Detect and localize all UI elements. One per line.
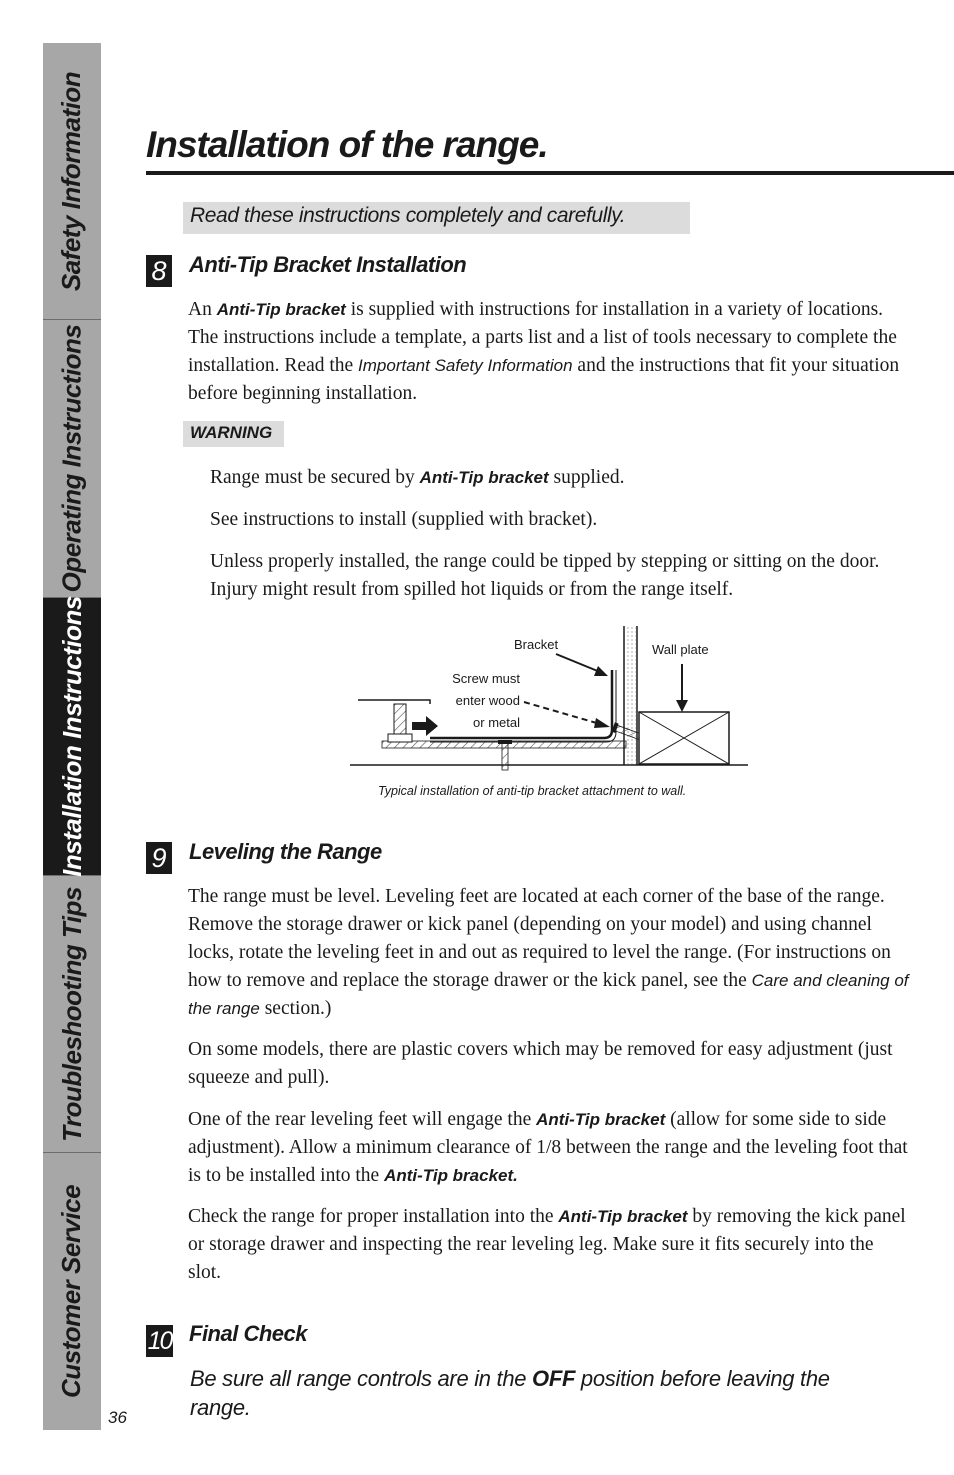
tab-label: Operating Instructions xyxy=(56,324,87,593)
screw-label-line3: or metal xyxy=(473,715,520,730)
tab-customer-service[interactable] xyxy=(43,1153,101,1430)
step-number-10: 10 xyxy=(146,1325,173,1357)
section-heading-leveling: Leveling the Range xyxy=(189,839,382,864)
floor-screw xyxy=(502,742,508,770)
screw-arrow-icon xyxy=(594,718,610,728)
tab-label: Customer Service xyxy=(56,1184,87,1399)
sidebar-tabs xyxy=(43,43,101,1430)
anti-tip-intro-paragraph: An Anti-Tip bracket is supplied with instructions for installation in a variety of locations. The instructions include a template, a parts list and a list of tools necessary to complete the installation. Read the Important Safety Information and the instructions that fit your situation before beginning installation. xyxy=(188,299,900,404)
push-arrow-icon xyxy=(412,716,438,736)
wall-plate-label: Wall plate xyxy=(652,642,709,657)
leveling-foot xyxy=(388,734,412,742)
tab-operating-instructions[interactable] xyxy=(43,320,101,598)
warning-text-secure: Range must be secured by Anti-Tip bracket supplied. xyxy=(210,467,625,488)
tab-safety-information[interactable] xyxy=(43,43,101,320)
anti-tip-bracket-diagram xyxy=(350,622,750,772)
tab-label: Installation Instructions xyxy=(56,596,87,877)
screw-label-line1: Screw must xyxy=(452,671,520,686)
leveling-paragraph-2: On some models, there are plastic covers which may be removed for easy adjustment (just squeeze and pull). xyxy=(188,1039,893,1088)
care-cleaning-reference: Care and cleaning of the range xyxy=(188,971,909,1018)
anti-tip-term: Anti-Tip bracket xyxy=(419,468,549,487)
leveling-leg xyxy=(394,704,406,734)
screw-pointer xyxy=(524,702,600,724)
screw-label-line2: enter wood xyxy=(455,693,520,708)
anti-tip-term: Anti-Tip bracket xyxy=(536,1110,666,1129)
title-rule xyxy=(146,171,954,175)
warning-text-tipping: Unless properly installed, the range could be tipped by stepping or sitting on the door. Injury might result from spilled hot liquids or from the range itself. xyxy=(210,551,880,600)
instructions-banner: Read these instructions completely and carefully. xyxy=(183,202,690,234)
bracket-label: Bracket xyxy=(514,637,559,652)
tab-label: Troubleshooting Tips xyxy=(56,886,87,1142)
tab-label: Safety Information xyxy=(56,71,87,291)
bracket-arrow-icon xyxy=(594,666,608,676)
tab-installation-instructions[interactable] xyxy=(43,598,101,876)
leveling-paragraph-3: One of the rear leveling feet will engage the Anti-Tip bracket (allow for some side to side adjustment). Allow a minimum clearance of 1/8 between the range and the leveling foot that is to be installed into the Anti-Tip bracket. xyxy=(188,1109,908,1186)
section-heading-final-check: Final Check xyxy=(189,1321,307,1346)
anti-tip-term: Anti-Tip bracket xyxy=(558,1207,688,1226)
page-title: Installation of the range. xyxy=(146,124,548,165)
diagram-caption: Typical installation of anti-tip bracket attachment to wall. xyxy=(378,784,687,798)
leveling-paragraph-4: Check the range for proper installation into the Anti-Tip bracket by removing the kick panel or storage drawer and inspecting the rear leveling leg. Make sure it fits securely into the slot. xyxy=(188,1206,906,1283)
bracket-pointer xyxy=(556,654,600,672)
step-number-8: 8 xyxy=(146,255,172,287)
anti-tip-term: Anti-Tip bracket. xyxy=(384,1166,518,1185)
warning-text-install: See instructions to install (supplied with bracket). xyxy=(210,509,598,530)
leveling-paragraph-1: The range must be level. Leveling feet are located at each corner of the base of the range. Remove the storage drawer or kick panel (depending on your model) and using channel locks, rotate the leveling feet in and out as required to level the range. (For instructions on how to remove and replace the storage drawer or the kick panel, see the Care and cleaning of the range section.) xyxy=(188,886,909,1019)
tab-troubleshooting-tips[interactable] xyxy=(43,876,101,1153)
anti-tip-term: Anti-Tip bracket xyxy=(216,300,346,319)
wall-plate-arrow-icon xyxy=(676,700,688,712)
range-base xyxy=(358,700,430,704)
safety-info-reference: Important Safety Information xyxy=(358,356,573,375)
page-number: 36 xyxy=(108,1408,127,1427)
floor-screw-head xyxy=(498,740,512,744)
wall-fill xyxy=(625,626,636,765)
off-term: OFF xyxy=(532,1366,576,1391)
final-check-text: Be sure all range controls are in the OFF position before leaving the range. xyxy=(190,1366,830,1420)
warning-badge: WARNING xyxy=(183,421,284,447)
step-number-9: 9 xyxy=(146,842,172,874)
section-heading-anti-tip: Anti-Tip Bracket Installation xyxy=(189,252,467,277)
